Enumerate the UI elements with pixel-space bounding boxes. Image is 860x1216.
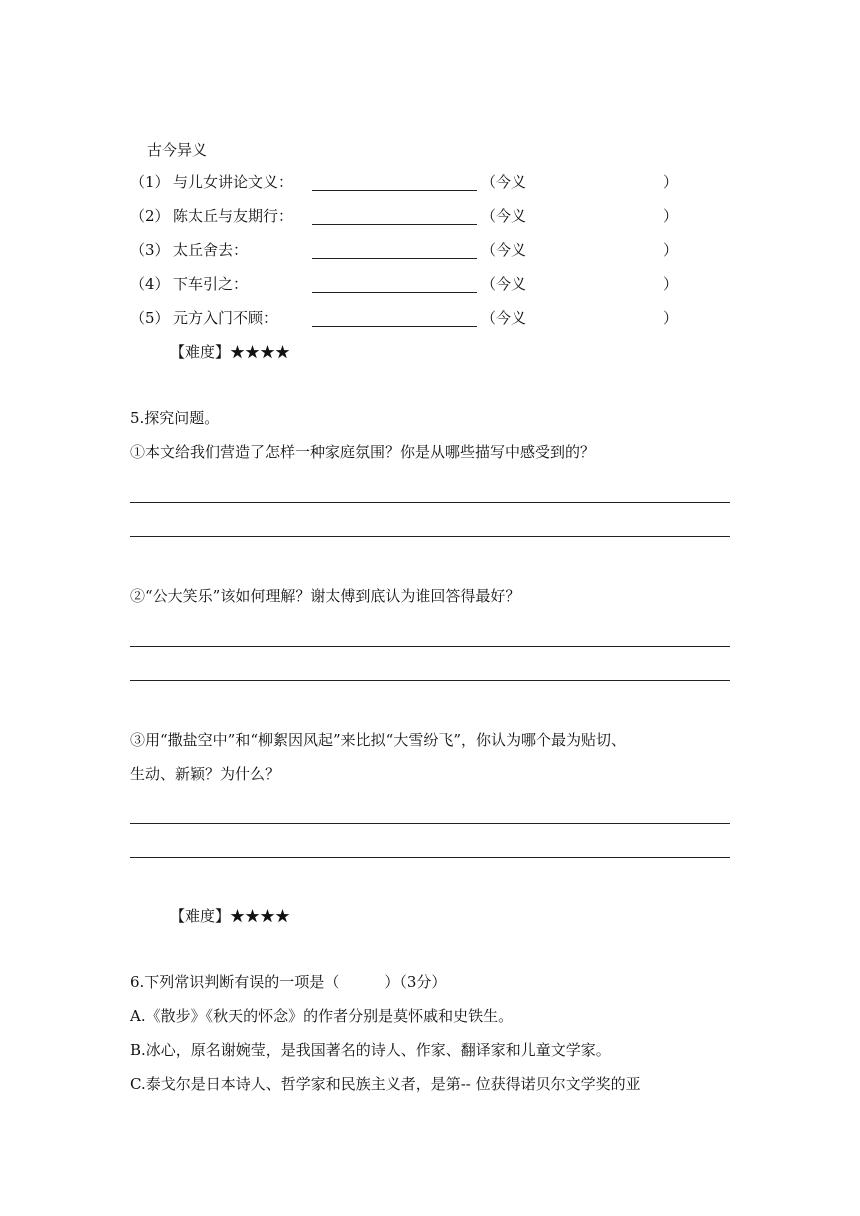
answer-blank[interactable] (312, 292, 477, 293)
close-paren: ） (663, 207, 679, 225)
section-title: 古今异义 (147, 141, 208, 159)
option-a: A.《散步》《秋天的怀念》的作者分别是莫怀戚和史铁生。 (130, 1007, 514, 1025)
answer-line[interactable] (130, 502, 730, 503)
item-number: （5） (130, 309, 170, 327)
answer-blank[interactable] (312, 190, 477, 191)
close-paren: ） (663, 309, 679, 327)
item-number: （4） (130, 275, 170, 293)
item-number: （2） (130, 207, 170, 225)
close-paren: ） (663, 275, 679, 293)
answer-blank[interactable] (312, 224, 477, 225)
item-text: 元方入门不顾： (173, 309, 279, 327)
modern-meaning-label: （今义 (481, 207, 527, 225)
question-6-title: 6.下列常识判断有误的一项是（ ）（3分） (130, 973, 447, 991)
question-5-sub3-line2: 生动、新颖？为什么？ (130, 765, 281, 783)
close-paren: ） (663, 241, 679, 259)
answer-blank[interactable] (312, 326, 477, 327)
answer-line[interactable] (130, 680, 730, 681)
item-number: （3） (130, 241, 170, 259)
item-number: （1） (130, 173, 170, 191)
modern-meaning-label: （今义 (481, 275, 527, 293)
difficulty-rating: 【难度】★★★★ (170, 907, 291, 925)
close-paren: ） (663, 173, 679, 191)
difficulty-rating: 【难度】★★★★ (170, 343, 291, 361)
answer-line[interactable] (130, 646, 730, 647)
modern-meaning-label: （今义 (481, 309, 527, 327)
question-5-sub3-line1: ③用“撒盐空中”和“柳絮因风起”来比拟“大雪纷飞”，你认为哪个最为贴切、 (130, 731, 627, 749)
answer-line[interactable] (130, 823, 730, 824)
modern-meaning-label: （今义 (481, 173, 527, 191)
option-c: C.泰戈尔是日本诗人、哲学家和民族主义者，是第-- 位获得诺贝尔文学奖的亚 (130, 1075, 641, 1093)
item-text: 太丘舍去： (173, 241, 249, 259)
item-text: 下车引之： (173, 275, 249, 293)
question-5-title: 5.探究问题。 (130, 409, 220, 427)
answer-line[interactable] (130, 536, 730, 537)
answer-blank[interactable] (312, 258, 477, 259)
question-5-sub2: ②“公大笑乐”该如何理解？谢太傅到底认为谁回答得最好？ (130, 587, 521, 605)
answer-line[interactable] (130, 857, 730, 858)
item-text: 与儿女讲论文义： (173, 173, 294, 191)
modern-meaning-label: （今义 (481, 241, 527, 259)
question-5-sub1: ①本文给我们营造了怎样一种家庭氛围？你是从哪些描写中感受到的？ (130, 443, 596, 461)
option-b: B.冰心，原名谢婉莹，是我国著名的诗人、作家、翻译家和儿童文学家。 (130, 1041, 611, 1059)
item-text: 陈太丘与友期行： (173, 207, 294, 225)
